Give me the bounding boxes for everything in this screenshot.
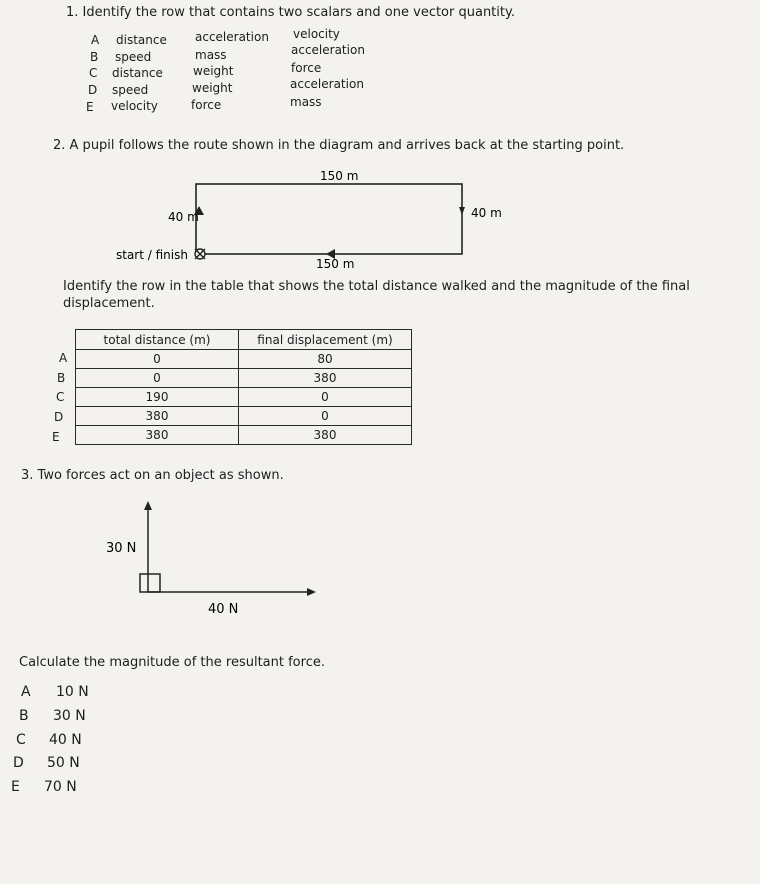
question-3-text: 3. Two forces act on an object as shown. [21, 468, 284, 483]
answer-letter: B [19, 708, 29, 724]
distance-displacement-table [75, 329, 412, 445]
arrow-right-icon [307, 588, 316, 596]
table-cell-distance: 190 [76, 388, 239, 407]
q1-row-letter: A [91, 33, 100, 47]
object-box [140, 574, 160, 592]
q1-row-c-col2: weight [193, 64, 234, 78]
table-row [76, 388, 412, 407]
left-distance-label: 40 m [168, 210, 199, 224]
table-header-distance: total distance (m) [76, 330, 239, 350]
table-row [76, 350, 412, 369]
q1-row-a-col1: distance [116, 33, 167, 47]
q1-row-letter: D [88, 83, 98, 97]
table-cell-displacement: 380 [239, 369, 412, 388]
answer-value: 70 N [44, 779, 77, 795]
table-cell-distance: 0 [76, 350, 239, 369]
table-header-row [76, 330, 412, 350]
route-diagram [0, 160, 760, 270]
q2-row-letter: E [52, 430, 60, 444]
q2-row-letter: D [54, 410, 64, 424]
q1-row-e-col3: mass [290, 95, 322, 109]
q1-row-b-col2: mass [195, 48, 227, 62]
table-cell-distance: 380 [76, 426, 239, 445]
start-finish-label: start / finish [116, 248, 188, 262]
q2-row-letter: A [59, 351, 68, 365]
q1-row-c-col3: force [291, 61, 322, 75]
table-cell-displacement: 380 [239, 426, 412, 445]
q1-row-letter: C [89, 66, 98, 80]
q2-row-letter: C [56, 390, 65, 404]
answer-value: 50 N [47, 755, 80, 771]
q1-row-b-col3: acceleration [291, 43, 365, 57]
q1-row-a-col2: acceleration [195, 30, 269, 44]
table-cell-displacement: 80 [239, 350, 412, 369]
q1-row-e-col2: force [191, 98, 222, 112]
table-row [76, 407, 412, 426]
question-2-text: 2. A pupil follows the route shown in the diagram and arrives back at the starting point. [53, 138, 625, 153]
table-cell-displacement: 0 [239, 388, 412, 407]
q1-row-letter: B [90, 50, 99, 64]
q3-prompt: Calculate the magnitude of the resultant force. [19, 655, 325, 670]
answer-value: 10 N [56, 684, 89, 700]
horizontal-force-label: 40 N [208, 602, 239, 617]
start-finish-marker-icon [195, 249, 205, 259]
question-1-text: 1. Identify the row that contains two scalars and one vector quantity. [66, 5, 515, 20]
q1-row-c-col1: distance [112, 66, 163, 80]
vertical-force-label: 30 N [106, 541, 137, 556]
force-diagram [0, 495, 760, 625]
table-row [76, 369, 412, 388]
table-cell-displacement: 0 [239, 407, 412, 426]
q1-row-letter: E [86, 100, 94, 114]
right-distance-label: 40 m [471, 206, 502, 220]
arrow-up-icon [144, 501, 152, 510]
answer-letter: A [21, 684, 31, 700]
table-row [76, 426, 412, 445]
q2-row-letter: B [57, 371, 66, 385]
q1-row-d-col2: weight [192, 81, 233, 95]
q1-row-d-col3: acceleration [290, 77, 364, 91]
answer-value: 40 N [49, 732, 82, 748]
table-header-displacement: final displacement (m) [239, 330, 412, 350]
table-cell-distance: 0 [76, 369, 239, 388]
answer-letter: D [13, 755, 24, 771]
answer-letter: C [16, 732, 26, 748]
q1-row-a-col3: velocity [293, 27, 340, 41]
answer-letter: E [11, 779, 20, 795]
answer-value: 30 N [53, 708, 86, 724]
q2-prompt-line1: Identify the row in the table that shows the total distance walked and the magnitude of the final [63, 279, 690, 294]
q2-prompt-line2: displacement. [63, 296, 155, 311]
q1-row-d-col1: speed [112, 83, 149, 97]
q1-row-e-col1: velocity [111, 99, 158, 113]
arrow-down-icon [459, 207, 465, 215]
q1-row-b-col1: speed [115, 50, 152, 64]
table-cell-distance: 380 [76, 407, 239, 426]
top-distance-label: 150 m [320, 169, 359, 183]
route-rectangle [196, 184, 462, 254]
bottom-distance-label: 150 m [316, 257, 355, 270]
